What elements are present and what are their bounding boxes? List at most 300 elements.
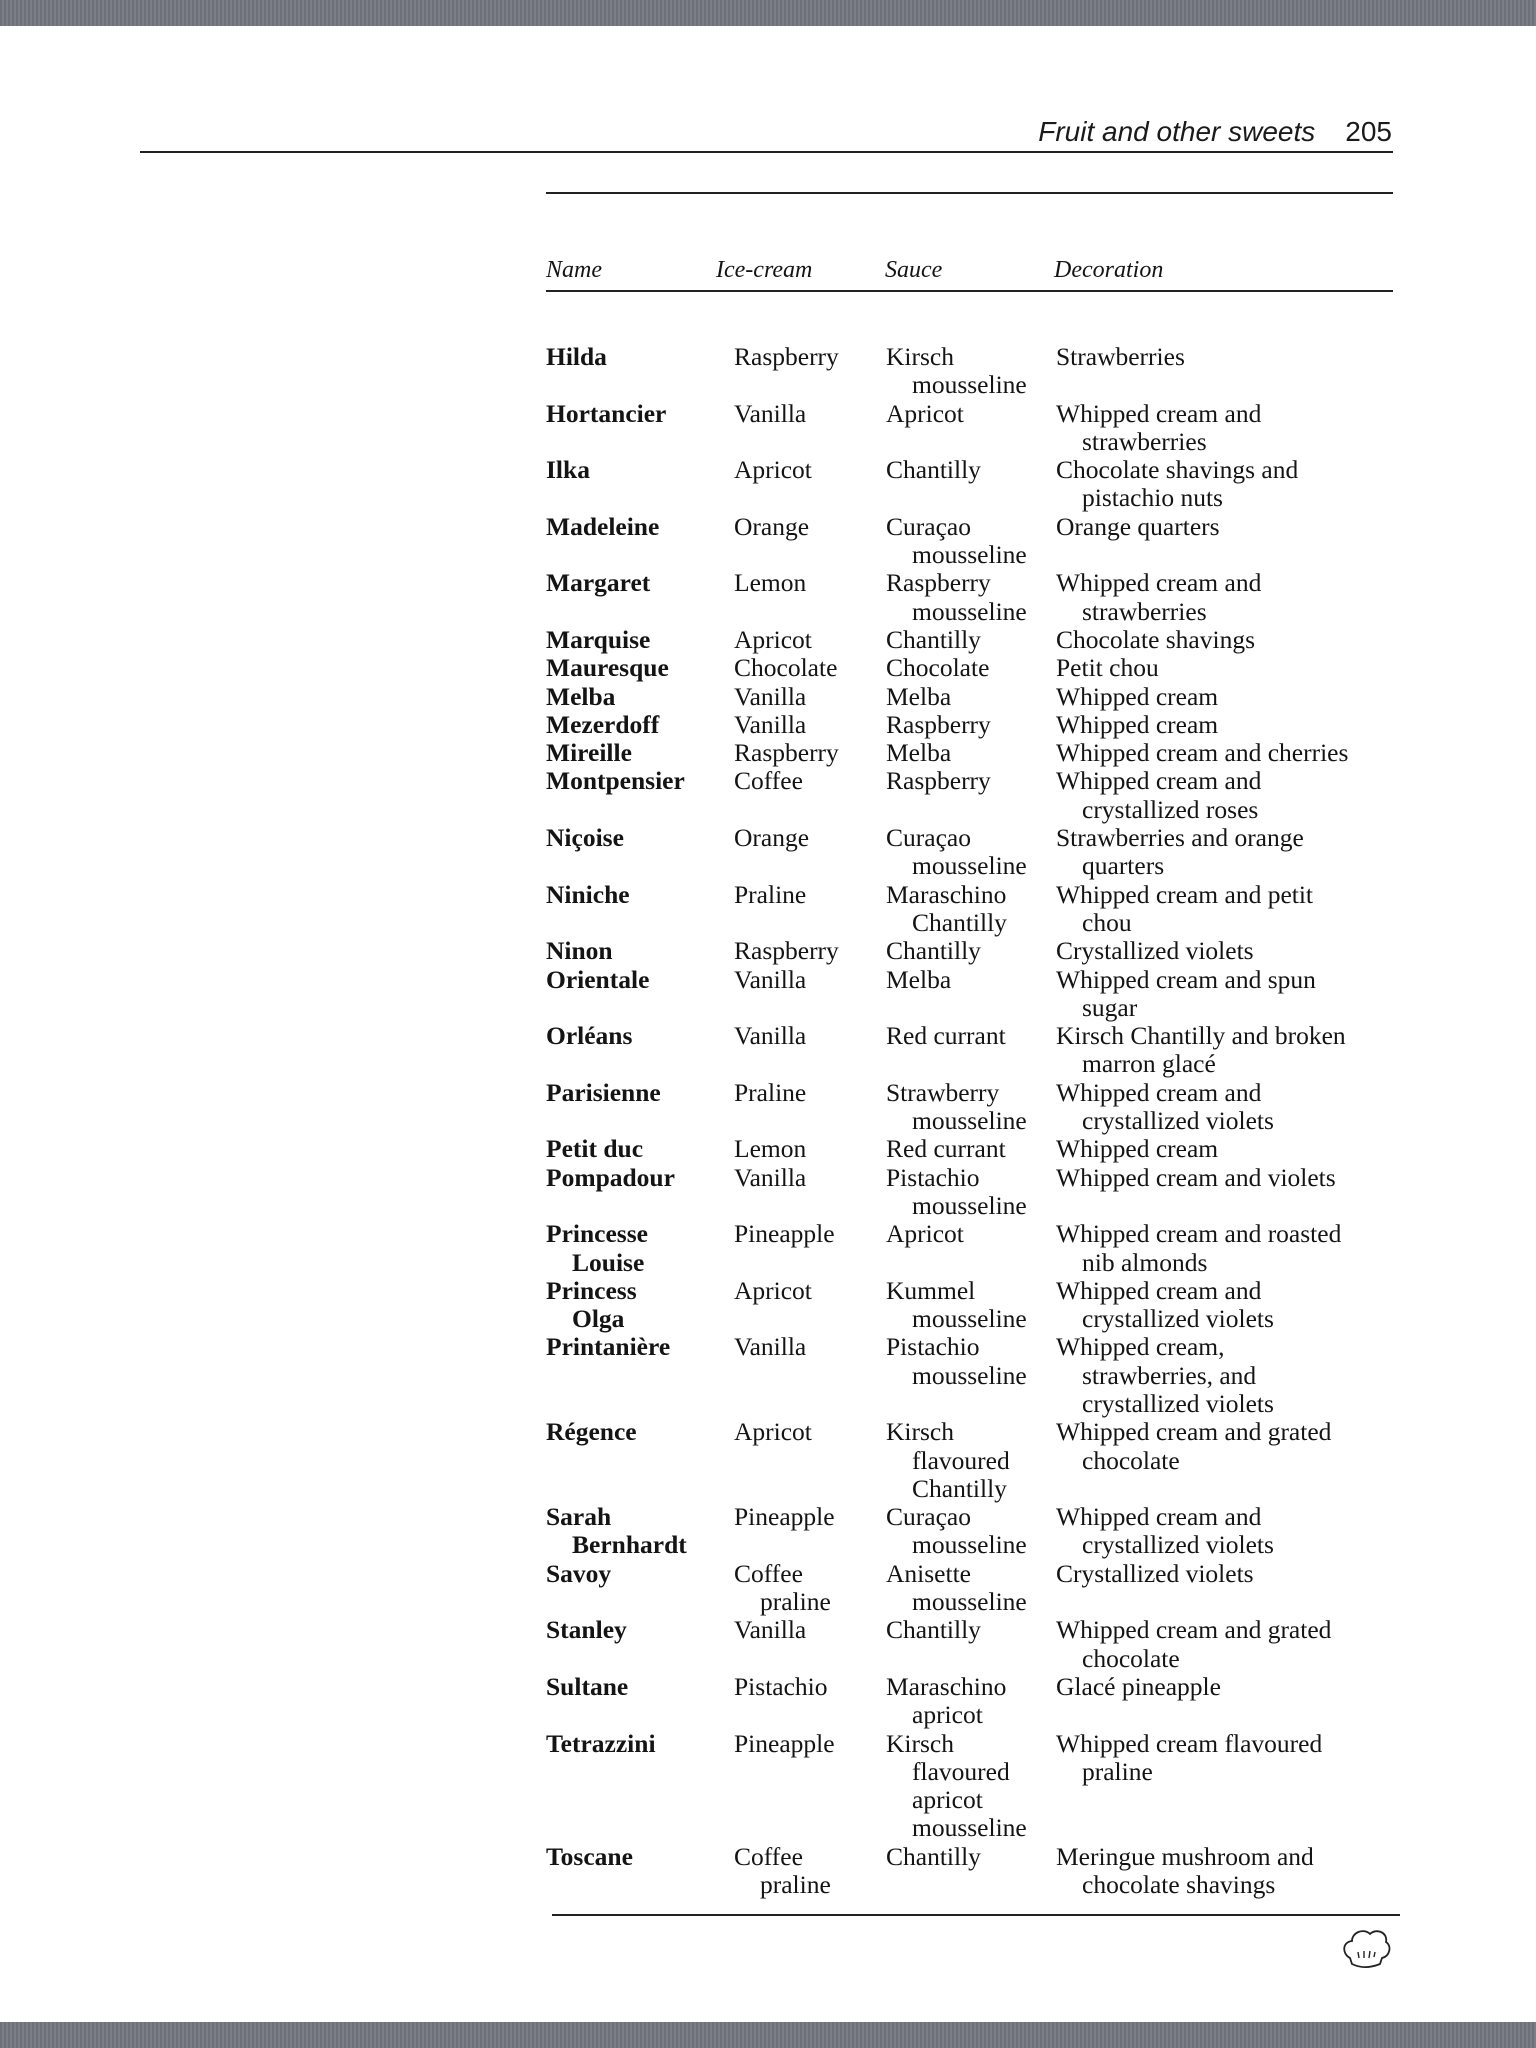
cell-line: mousseline: [912, 1190, 1027, 1220]
cell-line: mousseline: [912, 1106, 1027, 1136]
table-row: [546, 400, 1406, 457]
cell-name: [546, 654, 734, 682]
table-row: [546, 1277, 1406, 1334]
cell-line: Chocolate: [886, 653, 990, 683]
table-row: [546, 1673, 1406, 1730]
cell-line: Red currant: [886, 1134, 1006, 1164]
cell-line: Apricot: [734, 1275, 812, 1305]
cell-line: Vanilla: [734, 709, 807, 739]
cell-name: [546, 739, 734, 767]
cell-sauce: [886, 881, 1056, 938]
cell-line: Orléans: [546, 1021, 633, 1051]
cell-ice-cream: [734, 966, 886, 1023]
table-row: [546, 513, 1406, 570]
cell-ice-cream: [734, 626, 886, 654]
cell-sauce: [886, 937, 1056, 965]
cell-sauce: [886, 456, 1056, 513]
table-row: [546, 1333, 1406, 1418]
cell-name: [546, 824, 734, 881]
cell-line: Whipped cream and: [1056, 1275, 1262, 1305]
cell-line: Vanilla: [734, 964, 807, 994]
cell-ice-cream: [734, 1843, 886, 1900]
cell-name: [546, 1673, 734, 1730]
cell-line: Curaçao: [886, 1502, 971, 1532]
cell-line: Ilka: [546, 455, 590, 485]
book-page: [0, 26, 1536, 2022]
cell-line: Raspberry: [886, 568, 991, 598]
cell-line: chocolate: [1082, 1445, 1180, 1475]
cell-line: Mauresque: [546, 653, 669, 683]
cell-line: Melba: [886, 964, 952, 994]
table-row: [546, 1730, 1406, 1843]
cell-decoration: [1056, 1277, 1406, 1334]
viewer-top-bar: [0, 0, 1536, 26]
cell-line: pistachio nuts: [1082, 483, 1223, 513]
cell-line: crystallized violets: [1082, 1388, 1274, 1418]
table-row: [546, 1418, 1406, 1503]
cell-ice-cream: [734, 1277, 886, 1334]
running-head: [900, 112, 1392, 152]
cell-line: chocolate shavings: [1082, 1870, 1276, 1900]
cell-line: apricot: [912, 1785, 983, 1815]
cell-line: Chantilly: [912, 907, 1007, 937]
cell-line: Princesse: [546, 1219, 648, 1249]
cell-sauce: [886, 1135, 1056, 1163]
cell-line: Pistachio: [886, 1162, 980, 1192]
cell-name: [546, 1503, 734, 1560]
cell-decoration: [1056, 654, 1406, 682]
table-row: [546, 1164, 1406, 1221]
cell-line: Orange quarters: [1056, 511, 1220, 541]
cell-line: Raspberry: [886, 766, 991, 796]
cell-line: Vanilla: [734, 1162, 807, 1192]
cell-name: [546, 1220, 734, 1277]
cell-ice-cream: [734, 569, 886, 626]
cell-decoration: [1056, 824, 1406, 881]
cell-decoration: [1056, 343, 1406, 400]
table-row: [546, 683, 1406, 711]
cell-ice-cream: [734, 654, 886, 682]
cell-sauce: [886, 1220, 1056, 1277]
cell-line: Chocolate shavings: [1056, 624, 1256, 654]
cell-line: Strawberries and orange: [1056, 823, 1304, 853]
cell-line: Pineapple: [734, 1219, 835, 1249]
cell-line: Kirsch: [886, 1728, 954, 1758]
cell-line: Orange: [734, 823, 810, 853]
cell-decoration: [1056, 739, 1406, 767]
cell-decoration: [1056, 1164, 1406, 1221]
cell-decoration: [1056, 767, 1406, 824]
cell-line: Chocolate: [734, 653, 838, 683]
cell-decoration: [1056, 1022, 1406, 1079]
cell-name: [546, 1333, 734, 1418]
cell-line: Maraschino: [886, 879, 1007, 909]
cell-line: Melba: [886, 738, 952, 768]
cell-ice-cream: [734, 1079, 886, 1136]
cell-line: sugar: [1082, 992, 1138, 1022]
cell-ice-cream: [734, 1616, 886, 1673]
cell-line: Niçoise: [546, 823, 624, 853]
cell-sauce: [886, 1022, 1056, 1079]
cell-line: Praline: [734, 1077, 807, 1107]
cell-line: Whipped cream and violets: [1056, 1162, 1336, 1192]
cell-line: Whipped cream and: [1056, 398, 1262, 428]
cell-decoration: [1056, 626, 1406, 654]
cell-line: Kirsch Chantilly and broken: [1056, 1021, 1346, 1051]
cell-ice-cream: [734, 824, 886, 881]
cell-line: Vanilla: [734, 1615, 807, 1645]
header-sauce: Sauce: [885, 257, 943, 283]
cell-line: Orange: [734, 511, 810, 541]
cell-line: Chantilly: [886, 455, 981, 485]
cell-sauce: [886, 626, 1056, 654]
cell-line: Mezerdoff: [546, 709, 660, 739]
cell-line: strawberries: [1082, 426, 1207, 456]
viewer-bottom-bar: [0, 2022, 1536, 2048]
cell-line: Whipped cream and roasted: [1056, 1219, 1342, 1249]
cell-line: Louise: [572, 1247, 645, 1277]
cell-line: mousseline: [912, 851, 1027, 881]
cell-line: Chantilly: [886, 1841, 981, 1871]
cell-line: Tetrazzini: [546, 1728, 656, 1758]
header-ice-cream: Ice-cream: [716, 257, 813, 283]
table-row: [546, 824, 1406, 881]
cell-ice-cream: [734, 1220, 886, 1277]
cell-name: [546, 456, 734, 513]
cell-line: crystallized violets: [1082, 1530, 1274, 1560]
cell-line: Whipped cream and cherries: [1056, 738, 1349, 768]
cell-line: Chantilly: [912, 1473, 1007, 1503]
cell-sauce: [886, 1843, 1056, 1900]
cell-line: Vanilla: [734, 681, 807, 711]
cell-ice-cream: [734, 1730, 886, 1843]
cell-ice-cream: [734, 513, 886, 570]
cell-line: Chantilly: [886, 624, 981, 654]
cell-decoration: [1056, 966, 1406, 1023]
cell-line: Bernhardt: [572, 1530, 687, 1560]
cell-ice-cream: [734, 767, 886, 824]
cell-line: Margaret: [546, 568, 651, 598]
cell-line: Whipped cream and petit: [1056, 879, 1314, 909]
cell-line: Madeleine: [546, 511, 660, 541]
cell-ice-cream: [734, 343, 886, 400]
table-row: [546, 1220, 1406, 1277]
cell-line: mousseline: [912, 1587, 1027, 1617]
cell-line: Kirsch: [886, 1417, 954, 1447]
cell-line: mousseline: [912, 1530, 1027, 1560]
cell-name: [546, 569, 734, 626]
cell-name: [546, 937, 734, 965]
table-row: [546, 966, 1406, 1023]
page-number: 205: [1345, 116, 1392, 147]
cell-decoration: [1056, 1673, 1406, 1730]
cell-sauce: [886, 966, 1056, 1023]
cell-name: [546, 1079, 734, 1136]
cell-sauce: [886, 1333, 1056, 1418]
cell-line: Apricot: [734, 455, 812, 485]
cell-line: Apricot: [886, 398, 964, 428]
running-head-rule: [140, 151, 1393, 153]
header-name: Name: [546, 257, 602, 283]
cell-ice-cream: [734, 683, 886, 711]
cell-sauce: [886, 1560, 1056, 1617]
cell-decoration: [1056, 1560, 1406, 1617]
cell-decoration: [1056, 1843, 1406, 1900]
cell-decoration: [1056, 711, 1406, 739]
cell-line: apricot: [912, 1700, 983, 1730]
cell-ice-cream: [734, 1022, 886, 1079]
cell-name: [546, 1730, 734, 1843]
cell-name: [546, 1164, 734, 1221]
cell-ice-cream: [734, 881, 886, 938]
cell-line: Whipped cream: [1056, 1134, 1219, 1164]
cell-line: Apricot: [886, 1219, 964, 1249]
cell-decoration: [1056, 1333, 1406, 1418]
cell-line: Praline: [734, 879, 807, 909]
cell-line: praline: [760, 1587, 831, 1617]
cell-sauce: [886, 1673, 1056, 1730]
cell-line: Glacé pineapple: [1056, 1671, 1221, 1701]
header-decoration: Decoration: [1054, 257, 1164, 283]
cell-line: Maraschino: [886, 1671, 1007, 1701]
cell-name: [546, 1560, 734, 1617]
cell-sauce: [886, 343, 1056, 400]
cell-line: Strawberry: [886, 1077, 1000, 1107]
cell-name: [546, 966, 734, 1023]
cell-name: [546, 767, 734, 824]
cell-line: crystallized violets: [1082, 1304, 1274, 1334]
cell-line: Pompadour: [546, 1162, 675, 1192]
cell-line: Lemon: [734, 568, 807, 598]
cell-sauce: [886, 1616, 1056, 1673]
cell-line: Ninon: [546, 936, 613, 966]
cell-ice-cream: [734, 1135, 886, 1163]
cell-line: Parisienne: [546, 1077, 661, 1107]
cell-name: [546, 400, 734, 457]
table-row: [546, 654, 1406, 682]
cell-line: Kirsch: [886, 342, 954, 371]
cell-line: Melba: [886, 681, 952, 711]
cell-decoration: [1056, 937, 1406, 965]
table-row: [546, 1022, 1406, 1079]
cell-line: quarters: [1082, 851, 1165, 881]
cell-line: Sultane: [546, 1671, 629, 1701]
table-row: [546, 1843, 1406, 1900]
cell-line: Stanley: [546, 1615, 627, 1645]
cell-line: praline: [1082, 1756, 1153, 1786]
cell-line: Sarah: [546, 1502, 612, 1532]
cell-decoration: [1056, 513, 1406, 570]
cell-ice-cream: [734, 1503, 886, 1560]
cell-line: Curaçao: [886, 511, 971, 541]
cell-line: Whipped cream: [1056, 681, 1219, 711]
cell-line: Vanilla: [734, 398, 807, 428]
cell-name: [546, 626, 734, 654]
cell-line: Pistachio: [886, 1332, 980, 1362]
cell-line: Whipped cream and: [1056, 1077, 1262, 1107]
table-body: [546, 343, 1406, 1899]
cell-sauce: [886, 711, 1056, 739]
cell-line: mousseline: [912, 1813, 1027, 1843]
table-row: [546, 1616, 1406, 1673]
cell-line: Pistachio: [734, 1671, 828, 1701]
cell-line: Orientale: [546, 964, 650, 994]
cell-line: Lemon: [734, 1134, 807, 1164]
cell-name: [546, 1616, 734, 1673]
cell-decoration: [1056, 1079, 1406, 1136]
cell-line: Chantilly: [886, 1615, 981, 1645]
table-row: [546, 626, 1406, 654]
cell-line: Kummel: [886, 1275, 976, 1305]
cell-line: strawberries: [1082, 596, 1207, 626]
cell-name: [546, 711, 734, 739]
cell-sauce: [886, 1164, 1056, 1221]
cell-line: mousseline: [912, 1360, 1027, 1390]
cell-line: marron glacé: [1082, 1049, 1216, 1079]
cell-line: Mireille: [546, 738, 632, 768]
table-row: [546, 767, 1406, 824]
cell-line: Coffee: [734, 1841, 803, 1871]
table-bottom-rule: [552, 1914, 1400, 1916]
cell-line: praline: [760, 1870, 831, 1900]
cell-line: mousseline: [912, 540, 1027, 570]
cell-name: [546, 683, 734, 711]
cell-sauce: [886, 1418, 1056, 1503]
cell-line: Coffee: [734, 766, 803, 796]
cell-decoration: [1056, 456, 1406, 513]
cell-line: Olga: [572, 1304, 625, 1334]
cell-line: Régence: [546, 1417, 637, 1447]
cell-sauce: [886, 824, 1056, 881]
cell-sauce: [886, 400, 1056, 457]
cell-line: Vanilla: [734, 1021, 807, 1051]
cell-line: Montpensier: [546, 766, 685, 796]
cell-ice-cream: [734, 1673, 886, 1730]
table-row: [546, 1135, 1406, 1163]
cell-decoration: [1056, 400, 1406, 457]
cell-line: Whipped cream and: [1056, 766, 1262, 796]
cell-line: strawberries, and: [1082, 1360, 1257, 1390]
table-row: [546, 711, 1406, 739]
cell-line: Whipped cream and: [1056, 1502, 1262, 1532]
cell-line: Strawberries: [1056, 342, 1185, 371]
cell-ice-cream: [734, 739, 886, 767]
cell-line: Princess: [546, 1275, 637, 1305]
cell-sauce: [886, 569, 1056, 626]
cell-line: Whipped cream and: [1056, 568, 1262, 598]
cell-line: Chocolate shavings and: [1056, 455, 1299, 485]
table-row: [546, 1560, 1406, 1617]
cell-line: Toscane: [546, 1841, 633, 1871]
cell-line: Vanilla: [734, 1332, 807, 1362]
table-row: [546, 343, 1406, 400]
cell-name: [546, 1418, 734, 1503]
chef-hat-icon: [1340, 1924, 1392, 1970]
cell-line: Raspberry: [734, 342, 839, 371]
cell-ice-cream: [734, 1333, 886, 1418]
cell-decoration: [1056, 1220, 1406, 1277]
cell-line: flavoured: [912, 1445, 1010, 1475]
cell-line: Whipped cream and grated: [1056, 1615, 1332, 1645]
cell-ice-cream: [734, 1164, 886, 1221]
cell-line: Petit duc: [546, 1134, 644, 1164]
cell-line: Raspberry: [734, 936, 839, 966]
cell-line: Apricot: [734, 1417, 812, 1447]
cell-line: Coffee: [734, 1558, 803, 1588]
cell-line: Curaçao: [886, 823, 971, 853]
cell-line: Petit chou: [1056, 653, 1159, 683]
cell-line: mousseline: [912, 596, 1027, 626]
cell-name: [546, 513, 734, 570]
cell-name: [546, 1022, 734, 1079]
cell-line: Hortancier: [546, 398, 667, 428]
cell-line: Pineapple: [734, 1728, 835, 1758]
cell-line: nib almonds: [1082, 1247, 1208, 1277]
cell-decoration: [1056, 1503, 1406, 1560]
cell-line: crystallized roses: [1082, 794, 1259, 824]
cell-line: Crystallized violets: [1056, 1558, 1254, 1588]
cell-sauce: [886, 654, 1056, 682]
cell-name: [546, 1843, 734, 1900]
cell-line: Raspberry: [734, 738, 839, 768]
table-row: [546, 569, 1406, 626]
cell-line: Whipped cream,: [1056, 1332, 1225, 1362]
cell-line: Whipped cream: [1056, 709, 1219, 739]
cell-line: crystallized violets: [1082, 1106, 1274, 1136]
cell-decoration: [1056, 1616, 1406, 1673]
cell-line: Whipped cream flavoured: [1056, 1728, 1323, 1758]
cell-sauce: [886, 513, 1056, 570]
cell-line: Meringue mushroom and: [1056, 1841, 1314, 1871]
cell-ice-cream: [734, 1560, 886, 1617]
table-row: [546, 881, 1406, 938]
cell-sauce: [886, 1277, 1056, 1334]
cell-line: Savoy: [546, 1558, 612, 1588]
cell-sauce: [886, 1730, 1056, 1843]
cell-sauce: [886, 1079, 1056, 1136]
table-row: [546, 1503, 1406, 1560]
cell-decoration: [1056, 1135, 1406, 1163]
cell-name: [546, 1277, 734, 1334]
cell-line: Raspberry: [886, 709, 991, 739]
cell-line: Apricot: [734, 624, 812, 654]
running-head-title: Fruit and other sweets: [1038, 116, 1316, 147]
cell-line: Chantilly: [886, 936, 981, 966]
cell-decoration: [1056, 683, 1406, 711]
cell-ice-cream: [734, 456, 886, 513]
cell-sauce: [886, 767, 1056, 824]
cell-line: Red currant: [886, 1021, 1006, 1051]
cell-line: chocolate: [1082, 1643, 1180, 1673]
cell-sauce: [886, 1503, 1056, 1560]
cell-line: Crystallized violets: [1056, 936, 1254, 966]
table-row: [546, 1079, 1406, 1136]
cell-line: Anisette: [886, 1558, 971, 1588]
cell-line: Whipped cream and grated: [1056, 1417, 1332, 1447]
cell-ice-cream: [734, 937, 886, 965]
cell-line: Printanière: [546, 1332, 671, 1362]
cell-sauce: [886, 683, 1056, 711]
cell-line: flavoured: [912, 1756, 1010, 1786]
cell-line: Pineapple: [734, 1502, 835, 1532]
cell-line: Marquise: [546, 624, 651, 654]
table-top-rule: [546, 192, 1393, 194]
cell-ice-cream: [734, 400, 886, 457]
cell-line: chou: [1082, 907, 1132, 937]
cell-sauce: [886, 739, 1056, 767]
cell-line: mousseline: [912, 1304, 1027, 1334]
cell-decoration: [1056, 1418, 1406, 1503]
